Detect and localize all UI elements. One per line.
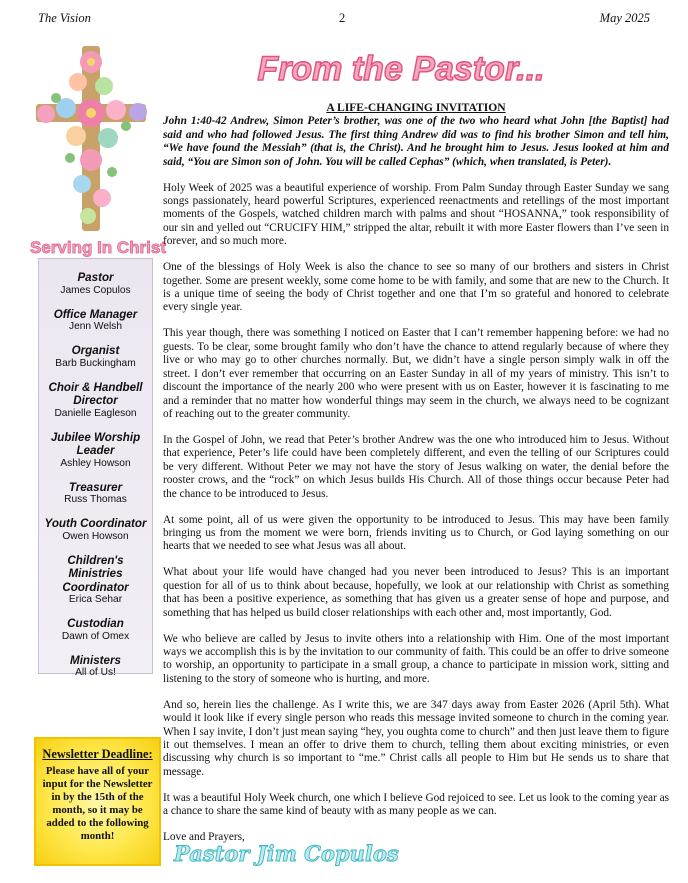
sidebar-title: Serving In Christ	[29, 238, 167, 257]
from-the-pastor-banner	[246, 46, 556, 92]
staff-name: All of Us!	[75, 667, 116, 678]
staff-name: Barb Buckingham	[55, 357, 136, 369]
article-paragraph: We who believe are called by Jesus to invite others into a relationship with Him. One of the most important ways we accomplish this is by the invitation to our community of faith. This could be an offer to drive someone to worship, an opportunity to participate in a small group, a chance to participate in mission work, sitting and listening to the story of someone who is hurting, and more.	[163, 632, 669, 685]
pastor-article	[163, 101, 669, 845]
article-paragraph: What about your life would have changed had you never been introduced to Jesus? This is an important question for all of us to think about because, hopefully, we look at our relationship with Christ as something that has been a positive experience, as something that has given us a greater sense of hope and purpose, and something that has helped us build closer relationships with each other and, most importantly, God.	[163, 566, 669, 619]
staff-role: Office Manager	[53, 307, 138, 321]
staff-name: Owen Howson	[62, 530, 129, 542]
article-paragraph: This year though, there was something I noticed on Easter that I can’t remember happening before: we had no guests. To be clear, some brought family who don’t have the chance to attend regularly because of where they live or who may go to other churches normally. But, we didn’t have a single person simply walk in off the street. I don’t ever remember that occurring on an Easter Sunday in all of my years of ministry. This isn’t to discount the importance of the nearly 200 who were present with us on Easter, however it is fascinating to me and a reminder that no matter how wonderful things may seem in the church, we always need to be cognizant of reaching out to the greater community.	[163, 327, 669, 420]
staff-directory	[38, 258, 153, 678]
staff-name: Dawn of Omex	[61, 630, 130, 642]
staff-name: James Copulos	[60, 284, 131, 296]
article-paragraph: And so, herein lies the challenge. As I write this, we are 347 days away from Easter 2026 (April 5th). What would it look like if every single person who reads this message invited someone to church in the coming year. When I say invite, I don’t just mean saying “hey, you oughta come to church” and then just leave them to figure it out themselves. I mean an offer to drive them to church, telling them about exciting ministries, or even discussing why church is so important to “me.” Christ calls all people to Him but He sends us to share that message.	[163, 698, 669, 778]
pastor-signature	[170, 833, 399, 875]
staff-name: Ashley Howson	[60, 457, 131, 469]
staff-role: Youth Coordinator	[44, 517, 147, 530]
staff-role: Choir & Handbell Director	[48, 380, 143, 407]
staff-name: Jenn Welsh	[68, 321, 123, 332]
staff-role: Ministers	[70, 653, 121, 667]
staff-name: Russ Thomas	[64, 494, 127, 505]
article-paragraph: At some point, all of us were given the opportunity to be introduced to Jesus. This may have been family bringing us from the moment we were born, friends inviting us to Church, or God laying something on our hearts that we needed to see what Jesus was all about.	[163, 513, 669, 553]
serving-in-christ-title	[29, 232, 167, 260]
staff-name: Erica Sehar	[68, 594, 123, 605]
deadline-body: Please have all of your input for the Newsletter in by the 15th of the month, so it may be added to the following month!	[42, 765, 153, 842]
issue-date: May 2025	[599, 11, 650, 25]
staff-role: Jubilee Worship Leader	[50, 430, 141, 457]
newsletter-name: The Vision	[38, 11, 91, 25]
article-heading: A LIFE-CHANGING INVITATION	[326, 101, 506, 114]
staff-role: Children's Ministries Coordinator	[62, 553, 129, 594]
article-paragraph: It was a beautiful Holy Week church, one which I believe God rejoiced to see. Let us look to the coming year as a chance to share the same kind of beauty with as many people as we can.	[163, 791, 669, 818]
newsletter-deadline-box	[34, 737, 161, 866]
banner-title: From the Pastor...	[257, 50, 545, 88]
staff-role: Custodian	[67, 617, 124, 630]
staff-name: Danielle Eagleson	[54, 407, 137, 419]
flower-cross-illustration	[22, 38, 160, 238]
scripture-passage: John 1:40-42 Andrew, Simon Peter’s brother, was one of the two who heard what John [the Baptist] had said and who had followed Jesus. The first thing Andrew did was to find his brother Simon and tell him, “We have found the Messiah” (that is, the Christ). And he brought him to Jesus. Jesus looked at him and said, “You are Simon son of John. You will be called Cephas” (which, when translated, is Peter).	[163, 115, 669, 168]
signature-text: Pastor Jim Copulos	[174, 841, 399, 866]
deadline-title: Newsletter Deadline:	[42, 747, 153, 761]
staff-role: Pastor	[77, 271, 114, 284]
staff-role: Organist	[71, 344, 120, 357]
staff-role: Treasurer	[68, 480, 123, 494]
page-number: 2	[339, 11, 346, 25]
article-paragraph: Holy Week of 2025 was a beautiful experience of worship. From Palm Sunday through Easter Sunday we sang songs passionately, heard powerful Scriptures, experienced reenactments and retellings of the most important moments of the Gospels, watched children march with palms and shout “HOSANNA,” took responsibility of our sin and yelled out “CRUCIFY HIM,” stripped the altar, rebuilt it with more Easter flowers than I’ve seen in forever, and so much more.	[163, 181, 669, 248]
article-paragraph: In the Gospel of John, we read that Peter’s brother Andrew was the one who introduced him to Jesus. Without that experience, Peter’s life could have been completely different, and even the telling of our Scriptures could be very different. Without Peter we may not have the story of Jesus walking on water, the denial before the rooster crows, and the “rock” on which Jesus builds His Church. All of those things occur because Peter had the chance to be introduced to Jesus.	[163, 433, 669, 500]
article-paragraph: One of the blessings of Holy Week is also the chance to see so many of our brothers and sisters in Christ together. Some are present weekly, some come home to be with family, and some that are new to the Church. It is a unique time of seeing the body of Christ together and one that I’m so grateful and honored to celebrate every single year.	[163, 261, 669, 314]
closing-line: Love and Prayers,	[163, 831, 245, 844]
